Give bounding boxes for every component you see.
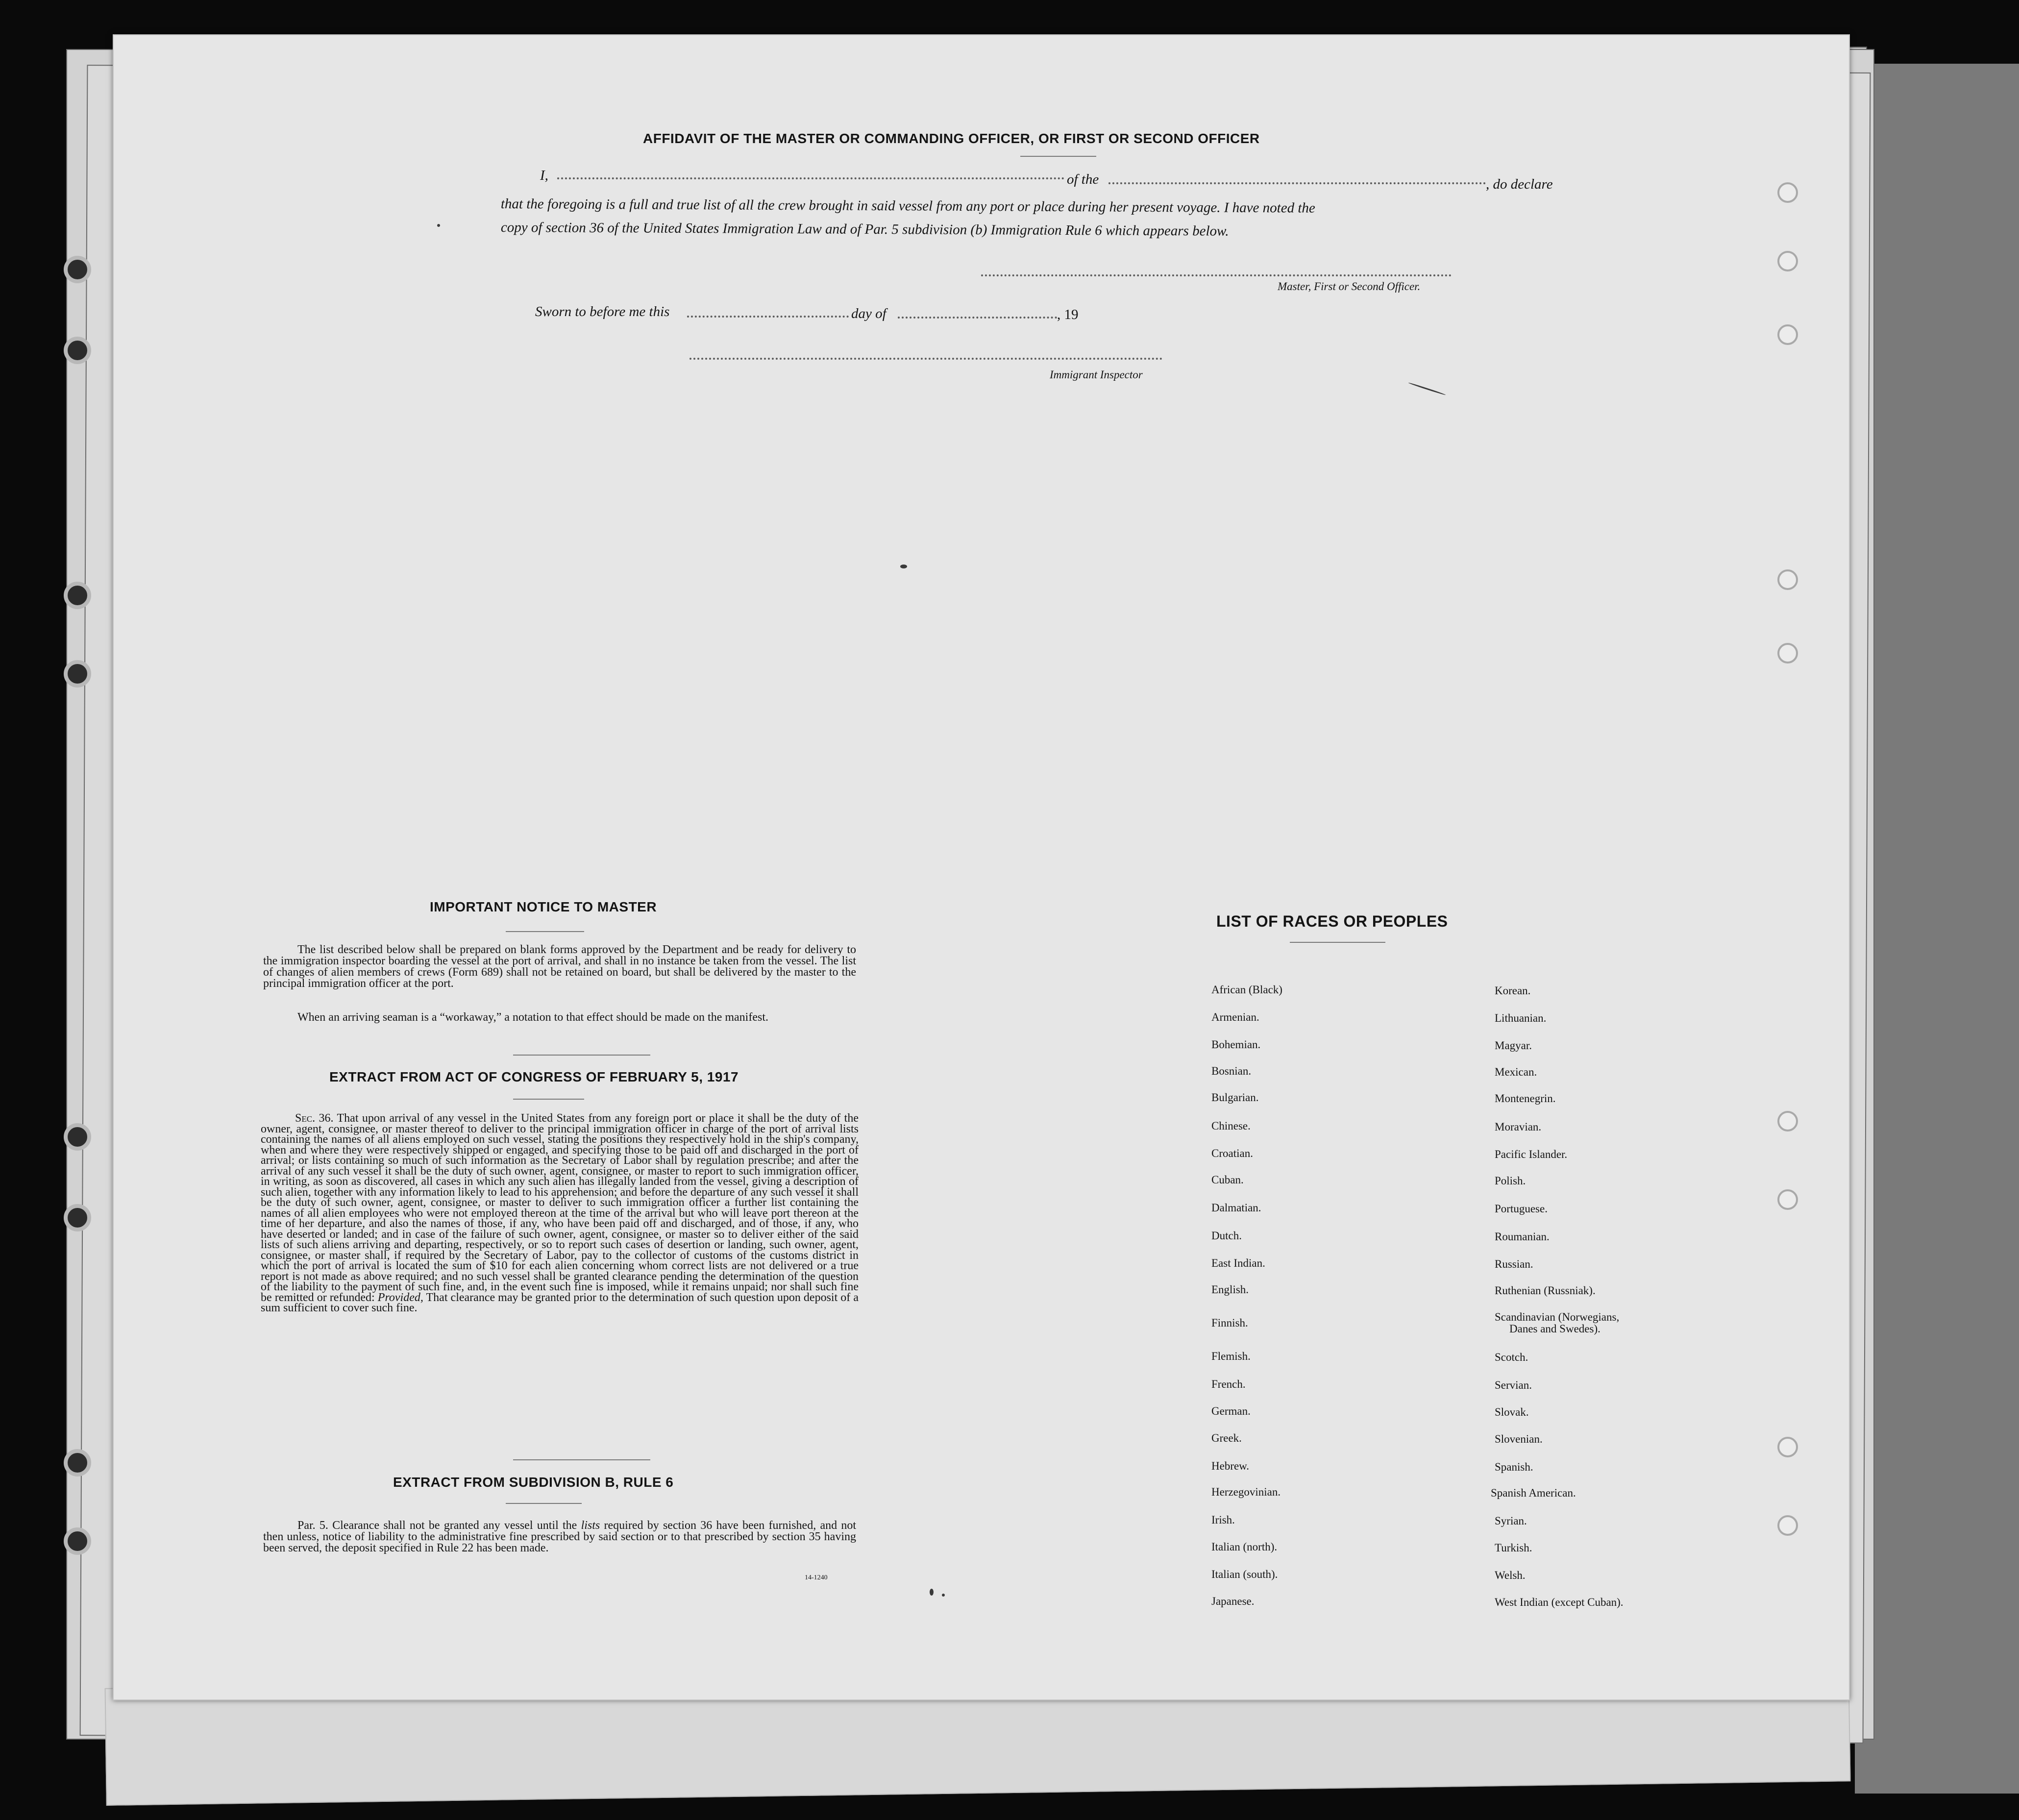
affidavit-i: I, — [540, 168, 548, 183]
punch-hole — [1777, 182, 1798, 203]
race-item: Korean. — [1495, 984, 1531, 997]
race-item: Dutch. — [1211, 1230, 1242, 1242]
race-item: Bulgarian. — [1211, 1091, 1259, 1104]
signature-field[interactable] — [981, 274, 1452, 276]
race-item: French. — [1211, 1378, 1246, 1390]
punch-hole — [1777, 1111, 1798, 1131]
punch-hole — [64, 660, 91, 688]
inspector-label: Immigrant Inspector — [1050, 369, 1143, 381]
race-item: Italian (north). — [1211, 1541, 1278, 1553]
punch-hole — [1777, 1437, 1798, 1457]
punch-hole — [1777, 251, 1798, 271]
race-item: Ruthenian (Russniak). — [1495, 1284, 1596, 1297]
race-item: East Indian. — [1211, 1257, 1265, 1269]
race-item: Herzegovinian. — [1211, 1486, 1281, 1498]
race-item: Russian. — [1495, 1258, 1533, 1270]
races-rule — [1290, 942, 1385, 943]
race-item: Hebrew. — [1211, 1460, 1250, 1472]
race-item: Finnish. — [1211, 1317, 1248, 1329]
manifest-page — [113, 34, 1850, 1700]
race-item: Slovak. — [1495, 1406, 1529, 1418]
race-item: Greek. — [1211, 1432, 1242, 1444]
race-item: West Indian (except Cuban). — [1495, 1596, 1624, 1608]
punch-hole — [1777, 1189, 1798, 1210]
signature-label: Master, First or Second Officer. — [1278, 280, 1421, 293]
day-of-label: day of — [851, 306, 886, 321]
punch-hole — [1777, 324, 1798, 345]
race-item: Cuban. — [1211, 1174, 1244, 1186]
stray-mark — [1408, 382, 1446, 396]
race-item: Slovenian. — [1495, 1433, 1543, 1445]
punch-hole — [64, 337, 91, 364]
race-item: Dalmatian. — [1211, 1202, 1261, 1214]
act-extract-text: Sec. 36. That upon arrival of any vessel in the United States from any foreign port or place it shall be the duty of the owner, agent, consignee, or master thereof to deliver to the principal immigration officer in charge of the port of arrival lists containing the names of all aliens employed on such vessel, stating the positions they respectively hold in the ship's company, when and where they were respectively shipped or engaged, and specifying those to be paid off and discharged in the port of arrival; or lists containing so much of such information as the Secretary of Labor shall by regulation prescribe; and after the arrival of any such vessel it shall be the duty of such owner, agent, consignee, or master to report to such immigration officer, in writing, as soon as discovered, all cases in which any such alien has illegally landed from the vessel, giving a description of such alien, together with any information likely to lead to his apprehension; and before the departure of any such vessel it shall be the duty of such owner, agent, consignee, or master to deliver to such immigration officer a further list containing the names of all alien employees who were not employed thereon at the time of the arrival but who will leave port thereon at the time of her departure, and also the names of those, if any, who have been paid off and discharged, and of those, if any, who have deserted or landed; and in case of the failure of such owner, agent, consignee, or master so to deliver either of the said lists of such aliens arriving and departing, respectively, or so to report such cases of desertion or landing, such owner, agent, consignee, or master shall, if required by the Secretary of Labor, pay to the collector of customs of the customs district in which the port of arrival is located the sum of $10 for each alien concerning whom correct lists are not delivered or a true report is not made as above required; and no such vessel shall be granted clearance pending the determination of the question of the liability to the payment of such fine, and, in the event such fine is imposed, while it remains unpaid; nor shall such fine be remitted or refunded: Provided, That clearance may be granted prior to the determination of such question upon deposit of a sum sufficient to cover such fine. — [261, 1112, 859, 1314]
race-item: Lithuanian. — [1495, 1012, 1547, 1024]
notice-title: IMPORTANT NOTICE TO MASTER — [430, 899, 657, 914]
stray-mark — [437, 224, 440, 227]
name-field[interactable] — [557, 177, 1064, 179]
race-item: German. — [1211, 1405, 1251, 1417]
race-item: Magyar. — [1495, 1039, 1532, 1052]
race-item: English. — [1211, 1283, 1249, 1296]
affidavit-title: AFFIDAVIT OF THE MASTER OR COMMANDING OFFICER, OR FIRST OR SECOND OFFICER — [643, 131, 1260, 146]
race-item: Croatian. — [1211, 1147, 1253, 1159]
race-item: Danes and Swedes). — [1509, 1323, 1600, 1335]
sworn-month-field[interactable] — [898, 317, 1057, 319]
punch-hole — [1777, 1515, 1798, 1536]
affidavit-of-the: of the — [1067, 172, 1099, 187]
punch-hole — [64, 1204, 91, 1231]
inspector-signature-field[interactable] — [689, 358, 1162, 360]
rule-rule — [506, 1503, 582, 1504]
race-item: Armenian. — [1211, 1011, 1259, 1023]
affidavit-text-line2: that the foregoing is a full and true list of all the crew brought in said vessel from any port or place during her present voyage. I have noted the — [500, 196, 1315, 216]
form-code: 14-1240 — [805, 1574, 828, 1581]
race-item: Welsh. — [1495, 1569, 1526, 1581]
punch-hole — [64, 1123, 91, 1151]
race-item: Italian (south). — [1211, 1568, 1278, 1580]
race-item: Bohemian. — [1211, 1038, 1261, 1051]
rule-extract-title: EXTRACT FROM SUBDIVISION B, RULE 6 — [393, 1475, 674, 1490]
race-item: Moravian. — [1495, 1121, 1542, 1133]
year-label: , 19 — [1057, 307, 1079, 322]
section-rule — [513, 1055, 650, 1056]
race-item: Turkish. — [1495, 1542, 1532, 1554]
races-title: LIST OF RACES OR PEOPLES — [1216, 912, 1448, 930]
race-item: African (Black) — [1211, 984, 1282, 996]
race-item: Mexican. — [1495, 1066, 1537, 1078]
race-item: Irish. — [1211, 1514, 1235, 1526]
race-item: Syrian. — [1495, 1515, 1527, 1527]
race-item: Portuguese. — [1495, 1203, 1548, 1215]
race-item: Polish. — [1495, 1175, 1526, 1187]
vessel-field[interactable] — [1108, 182, 1486, 184]
race-item: Japanese. — [1211, 1595, 1255, 1607]
race-item: Spanish American. — [1491, 1487, 1576, 1499]
punch-hole — [1777, 569, 1798, 590]
punch-hole — [64, 256, 91, 283]
notice-paragraph-2: When an arriving seaman is a “workaway,” a notation to that effect should be made on the manifest. — [297, 1011, 768, 1024]
race-item: Bosnian. — [1211, 1065, 1252, 1077]
title-rule — [1020, 156, 1096, 157]
race-item: Flemish. — [1211, 1350, 1251, 1362]
stray-mark — [942, 1594, 945, 1597]
punch-hole — [1777, 643, 1798, 664]
section-rule — [513, 1459, 650, 1460]
notice-rule — [506, 931, 584, 932]
race-item: Chinese. — [1211, 1120, 1251, 1132]
punch-hole — [64, 1527, 91, 1555]
affidavit-declare: , do declare — [1486, 176, 1553, 192]
sworn-label: Sworn to before me this — [535, 304, 670, 320]
sworn-day-field[interactable] — [687, 316, 849, 318]
folder-board — [1855, 64, 2019, 1794]
notice-paragraph-1: The list described below shall be prepared on blank forms approved by the Department and be ready for delivery to the immigration inspector boarding the vessel at the port of arrival, and shall in no instance be taken from the vessel. The list of changes of alien members of crews (Form 689) shall not be retained on board, but shall be delivered by the master to the principal immigration officer at the port. — [263, 943, 856, 990]
race-item: Servian. — [1495, 1379, 1532, 1391]
act-rule — [513, 1099, 584, 1100]
stray-mark — [900, 565, 907, 568]
punch-hole — [64, 582, 91, 609]
rule-extract-text: Par. 5. Clearance shall not be granted any vessel until the lists required by section 36 have been furnished, and not then unless, notice of liability to the administrative fine prescribed by said section or to that prescribed by section 35 having been served, the deposit specified in Rule 22 has been made. — [263, 1519, 857, 1554]
act-extract-title: EXTRACT FROM ACT OF CONGRESS OF FEBRUARY 5, 1917 — [329, 1069, 739, 1084]
punch-hole — [64, 1449, 91, 1476]
race-item: Spanish. — [1495, 1461, 1533, 1473]
race-item: Pacific Islander. — [1495, 1148, 1568, 1160]
race-item: Montenegrin. — [1495, 1092, 1556, 1105]
race-item: Scotch. — [1495, 1351, 1528, 1363]
stray-mark — [930, 1589, 934, 1596]
race-item: Roumanian. — [1495, 1230, 1550, 1243]
affidavit-text-line3: copy of section 36 of the United States Immigration Law and of Par. 5 subdivision (b) Immigration Rule 6 which appears below. — [500, 220, 1229, 239]
race-item: Scandinavian (Norwegians, — [1495, 1311, 1620, 1323]
